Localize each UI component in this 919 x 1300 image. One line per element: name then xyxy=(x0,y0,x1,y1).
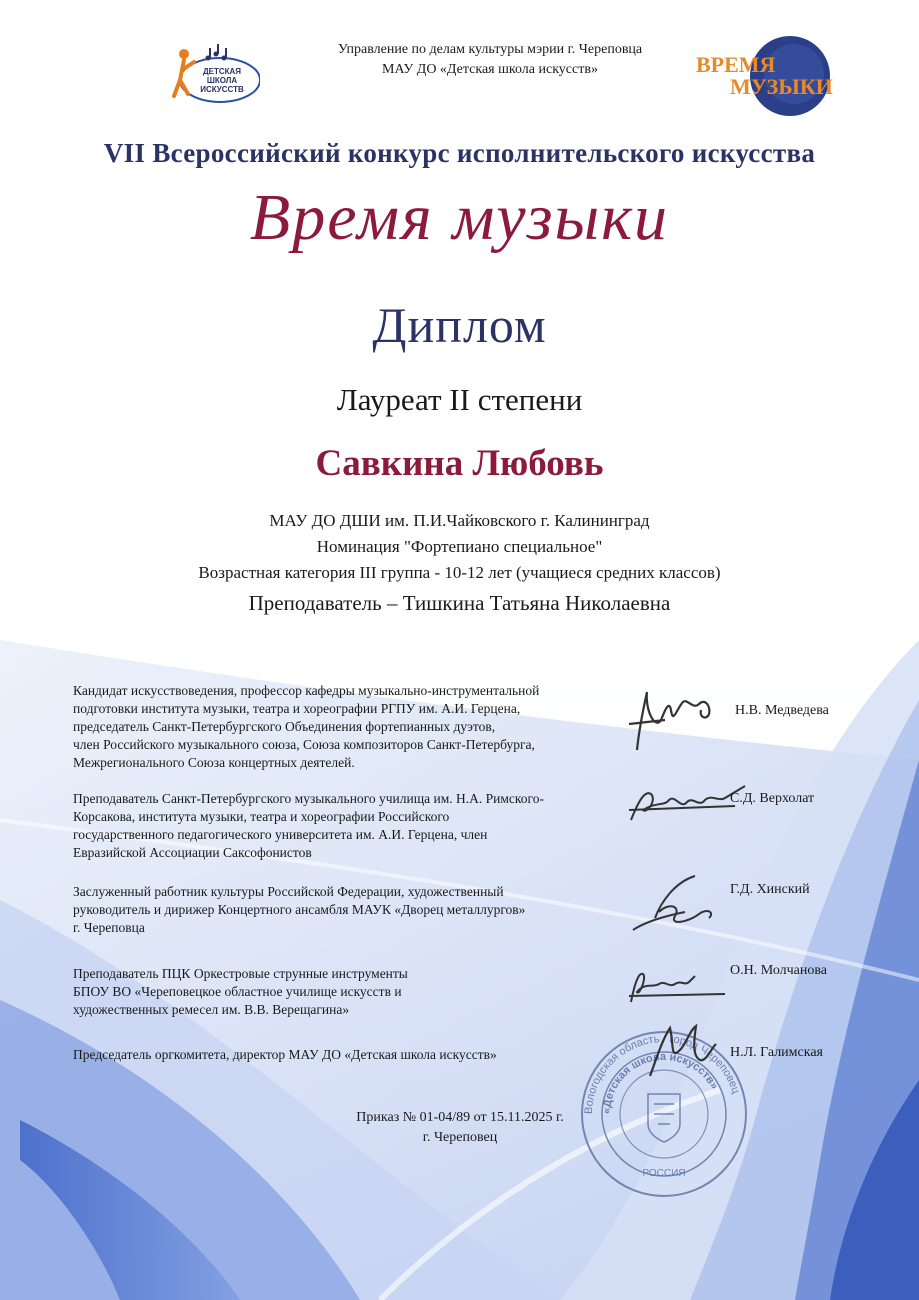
logo-right-text1: ВРЕМЯ xyxy=(696,52,776,77)
jury-line: государственного педагогического университета им. А.И. Герцена, член xyxy=(73,827,488,842)
order-info xyxy=(240,1108,680,1148)
organizer-line-2: МАУ ДО «Детская школа искусств» xyxy=(382,62,598,77)
jury-line: Кандидат искусствоведения, профессор кафедры музыкально-инструментальной xyxy=(73,683,540,698)
jury-line: Заслуженный работник культуры Российской Федерации, художественный xyxy=(73,884,504,899)
organizer-line-1: Управление по делам культуры мэрии г. Череповца xyxy=(337,42,643,57)
jury-line: Корсакова, института музыки, театра и хореографии Российского xyxy=(73,809,450,824)
jury-description-5 xyxy=(73,1046,497,1064)
stamp-outer-text: Вологодская область · город Череповец xyxy=(582,1032,742,1115)
contest-title: VII Всероссийский конкурс исполнительского искусства xyxy=(103,138,816,168)
jury-line: руководитель и дирижер Концертного ансамбля МАУК «Дворец металлургов» xyxy=(73,902,526,917)
stamp-inner-text: «Детская школа искусств» xyxy=(600,1050,721,1115)
jury-line: Преподаватель ПЦК Оркестровые струнные инструменты xyxy=(73,966,408,981)
organizer-header xyxy=(300,40,680,80)
jury-line: член Российского музыкального союза, Союза композиторов Санкт-Петербурга, xyxy=(73,737,535,752)
jury-line: г. Череповца xyxy=(73,920,145,935)
jury-line: БПОУ ВО «Череповецкое областное училище искусств и xyxy=(73,984,402,999)
jury-name-5: Н.Л. Галимская xyxy=(730,1045,823,1060)
school-logo-icon xyxy=(170,40,260,110)
laureate-name: Савкина Любовь xyxy=(315,443,604,484)
jury-line: подготовки института музыки, театра и хореографии РГПУ им. А.И. Герцена, xyxy=(73,701,521,716)
jury-line: Евразийской Ассоциации Саксофонистов xyxy=(73,845,312,860)
logo-left-text3: ИСКУССТВ xyxy=(200,85,244,94)
jury-line: Председатель оргкомитета, директор МАУ ДО «Детская школа искусств» xyxy=(73,1047,497,1062)
jury-name-2: С.Д. Верхолат xyxy=(730,791,815,806)
jury-name-1: Н.В. Медведева xyxy=(735,703,829,718)
signature-4-icon xyxy=(625,962,735,1007)
jury-description-4 xyxy=(73,965,408,1019)
jury-name-3: Г.Д. Хинский xyxy=(730,882,810,897)
contest-name: Время музыки xyxy=(249,181,670,254)
order-number: Приказ № 01-04/89 от 15.11.2025 г. xyxy=(356,1110,564,1125)
signature-1-icon xyxy=(625,680,720,755)
age-category: Возрастная категория III группа - 10-12 лет (учащиеся средних классов) xyxy=(198,563,721,582)
jury-line: Преподаватель Санкт-Петербургского музыкального училища им. Н.А. Римского- xyxy=(73,791,544,806)
diploma-title: Диплом xyxy=(372,297,547,353)
jury-line: Межрегионального Союза концертных деятелей. xyxy=(73,755,355,770)
jury-description-3 xyxy=(73,883,525,937)
order-city: г. Череповец xyxy=(422,1130,498,1145)
laureate-details xyxy=(0,508,919,586)
contest-logo-icon xyxy=(690,34,870,124)
jury-description-2 xyxy=(73,790,544,862)
jury-line: художественных ремесел им. В.В. Верещагина» xyxy=(73,1002,350,1017)
jury-name-4: О.Н. Молчанова xyxy=(730,963,828,978)
stamp-country: РОССИЯ xyxy=(642,1168,686,1179)
institution: МАУ ДО ДШИ им. П.И.Чайковского г. Калининград xyxy=(269,511,650,530)
jury-description-1 xyxy=(73,682,539,772)
nomination: Номинация "Фортепиано специальное" xyxy=(316,537,603,556)
teacher: Преподаватель – Тишкина Татьяна Николаевна xyxy=(248,591,671,615)
jury-line: председатель Санкт-Петербургского Объединения фортепианных дуэтов, xyxy=(73,719,496,734)
logo-right-text2: МУЗЫКИ xyxy=(730,74,833,99)
logo-left-text1: ДЕТСКАЯ xyxy=(202,67,242,76)
signature-3-icon xyxy=(625,872,720,937)
logo-left-text2: ШКОЛА xyxy=(206,76,238,85)
award-degree: Лауреат II степени xyxy=(336,382,583,417)
signature-5-icon xyxy=(640,1020,730,1080)
